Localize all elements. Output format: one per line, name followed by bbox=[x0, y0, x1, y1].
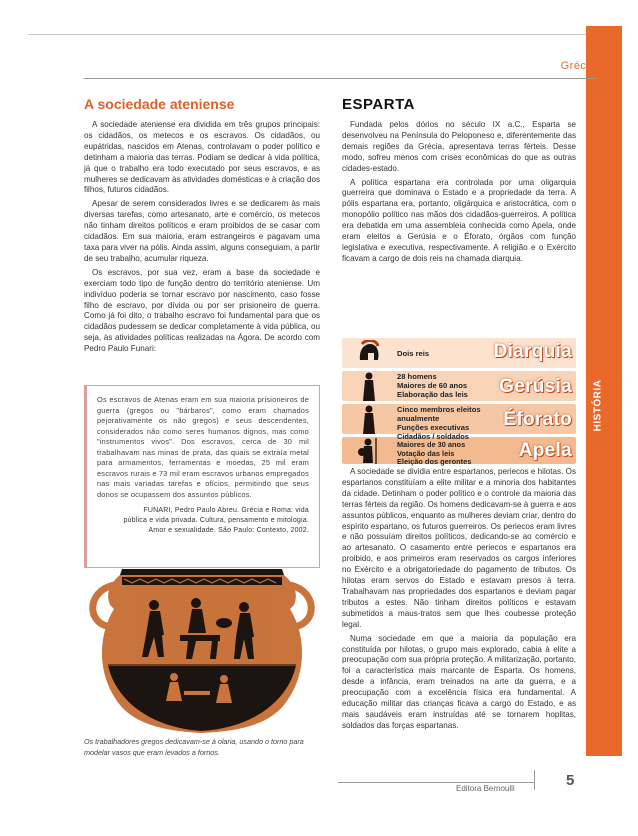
quote-text: Os escravos de Atenas eram em sua maioria prisioneiros de guerra (gregos ou "bárbaros", como eram chamados pejorativamente os não gregos) e seus descendentes, considerados não como seres humanos dignos, mas como "instrumentos vivos". Dos escravos, cerca de 30 mil trabalhavam nas minas de prata, das quais se extraía metal para armamentos, ferramentas e moedas, 25 mil eram escravos rurais e 73 mil eram escravos urbanos empregados nas mais variadas tarefas e ofícios, permitindo que seus donos se ocupassem dos assuntos públicos. bbox=[97, 395, 309, 499]
greek-vase-illustration bbox=[84, 565, 320, 737]
quote-box bbox=[84, 385, 320, 568]
header-rule bbox=[84, 78, 596, 79]
band-name: Apela bbox=[518, 440, 572, 461]
band-eforato bbox=[342, 404, 576, 434]
band-label: 28 homens Maiores de 60 anos Elaboração das leis bbox=[397, 372, 468, 399]
band-name: Gerúsia bbox=[499, 376, 572, 397]
right-title: ESPARTA bbox=[342, 96, 415, 113]
band-label: Cinco membros eleitos anualmente Funções executivas bbox=[397, 405, 481, 432]
footer-rule bbox=[338, 782, 534, 783]
band-diarquia bbox=[342, 338, 576, 368]
left-title: A sociedade ateniense bbox=[84, 96, 235, 112]
page-number: 5 bbox=[566, 772, 575, 789]
publisher: Editora Bernoulli bbox=[456, 784, 515, 793]
image-caption: Os trabalhadores gregos dedicavam-se à olaria, usando o torno para modelar vasos que eram levados a fornos. bbox=[84, 737, 304, 757]
section-header: Grécia bbox=[560, 60, 596, 72]
right-paragraph-1: Fundada pelos dórios no século IX a.C., Esparta se desenvolveu na Península do Peloponeso e, diferentemente das demais regiões da Grécia, apresentava terras férteis. Desse modo, sofreu menos com crises econômicas do que as outras cidades-estado. bbox=[342, 120, 576, 173]
left-column bbox=[84, 120, 320, 358]
sparta-hierarchy bbox=[342, 338, 576, 467]
right-column-top bbox=[342, 120, 576, 268]
band-label: Cidadãos / soldados Maiores de 30 anos Votação das leis Eleição dos gerontes bbox=[397, 432, 472, 467]
band-apela bbox=[342, 432, 576, 467]
band-name: Diarquia bbox=[493, 341, 572, 362]
left-paragraph-2: Apesar de serem considerados livres e se dedicarem às mais diversas tarefas, como artesanato, arte e comércio, os metecos não tinham direitos políticos e eram proibidos de se casar com cidadãos. Em sua maioria, eram estrangeiros e pagavam uma taxa para viver na pólis. Ainda assim, alguns conseguiam, a partir de seu trabalho, acumular riqueza. bbox=[84, 199, 320, 263]
right-paragraph-4: Numa sociedade em que a maioria da população era constituída por hilotas, o grupo mais explorado, cabia à elite a preocupação com sua própria proteção. A militarização, portanto, foi a característica mais marcante de Esparta. Os homens, desde a infância, eram treinados na arte da guerra, e a preocupação com a excelência física era fundamental. A educação militar das crianças ficava a cargo do Estado, e as mais saudáveis eram instruídas até se tornarem hoplitas, soldados das forças espartanas. bbox=[342, 633, 576, 730]
quote-source: FUNARI, Pedro Paulo Abreu. Grécia e Roma: vida pública e vida privada. Cultura, pensamento e mitologia. Amor e sexualidade. São Paulo: Contexto, 2002. bbox=[123, 507, 309, 534]
left-paragraph-1: A sociedade ateniense era dividida em três grupos principais: os cidadãos, os metecos e os escravos. Os cidadãos, ou eupátridas, nascidos em Atenas, controlavam o poder político e detinham a maioria das terras. Podiam se dedicar à vida política, já que o trabalho era todo executado por seus escravos, e as mulheres se dedicavam às atividades domésticas e à criação dos filhos, futuros cidadãos. bbox=[84, 120, 320, 195]
right-paragraph-3: A sociedade se dividia entre espartanos, periecos e hilotas. Os espartanos constituíam a elite militar e a minoria dos habitantes da cidade. Detinham o poder político e o controle da maioria das terras férteis da região. Os homens dedicavam-se à guerra e aos assuntos públicos, enquanto as mulheres deviam criar, dentro do espírito espartano, os futuros guerreiros. Os periecos eram livres e não possuíam direitos políticos, dedicando-se ao comércio e ao artesanato. O casamento entre periecos e espartanos era proibido, e aos primeiros eram reservados os cargos inferiores no Exército e a obrigatoriedade do pagamento de tributos. Os hilotas eram servos do Estado e estavam presos à terra. Trabalhavam nas propriedades dos espartanos e deviam pagar tributos a estes. Não tinham direitos políticos e estavam submetidos a maus-tratos sem que lhes coubesse proteção legal. bbox=[342, 467, 576, 629]
band-gerusia bbox=[342, 371, 576, 401]
right-column-bottom bbox=[342, 467, 576, 735]
footer-divider bbox=[534, 770, 535, 790]
side-tab-label: HISTÓRIA bbox=[592, 379, 604, 432]
left-paragraph-3: Os escravos, por sua vez, eram a base da sociedade e exerciam todo tipo de função dentro do território ateniense. Um indivíduo poderia se tornar escravo por nascimento, caso fosse filho de escravo, por dívida ou por ser prisioneiro de guerra. Como já foi dito, o trabalho escravo foi fundamental para que os cidadãos pudessem se dedicar completamente à vida pública, ou seja, às atividades políticas realizadas na Ágora. De acordo com Pedro Paulo Funari: bbox=[84, 267, 320, 354]
band-name: Éforato bbox=[503, 409, 572, 430]
right-paragraph-2: A política espartana era controlada por uma oligarquia guerreira que dominava o Estado e a propriedade da terra. A pólis espartana era, portanto, oligárquica e aristocrática, com o monopólio político nas mãos dos cidadãos-guerreiros. A política era debatida em uma assembleia conhecida como Apela, onde eram eleitos a Gerúsia e o Éforato, órgãos com função legislativa e executiva, respectivamente. A religião e o Exército ficavam a cargo de dois reis na chamada diarquia. bbox=[342, 177, 576, 263]
band-label: Dois reis bbox=[397, 349, 430, 358]
top-rule bbox=[28, 34, 588, 35]
